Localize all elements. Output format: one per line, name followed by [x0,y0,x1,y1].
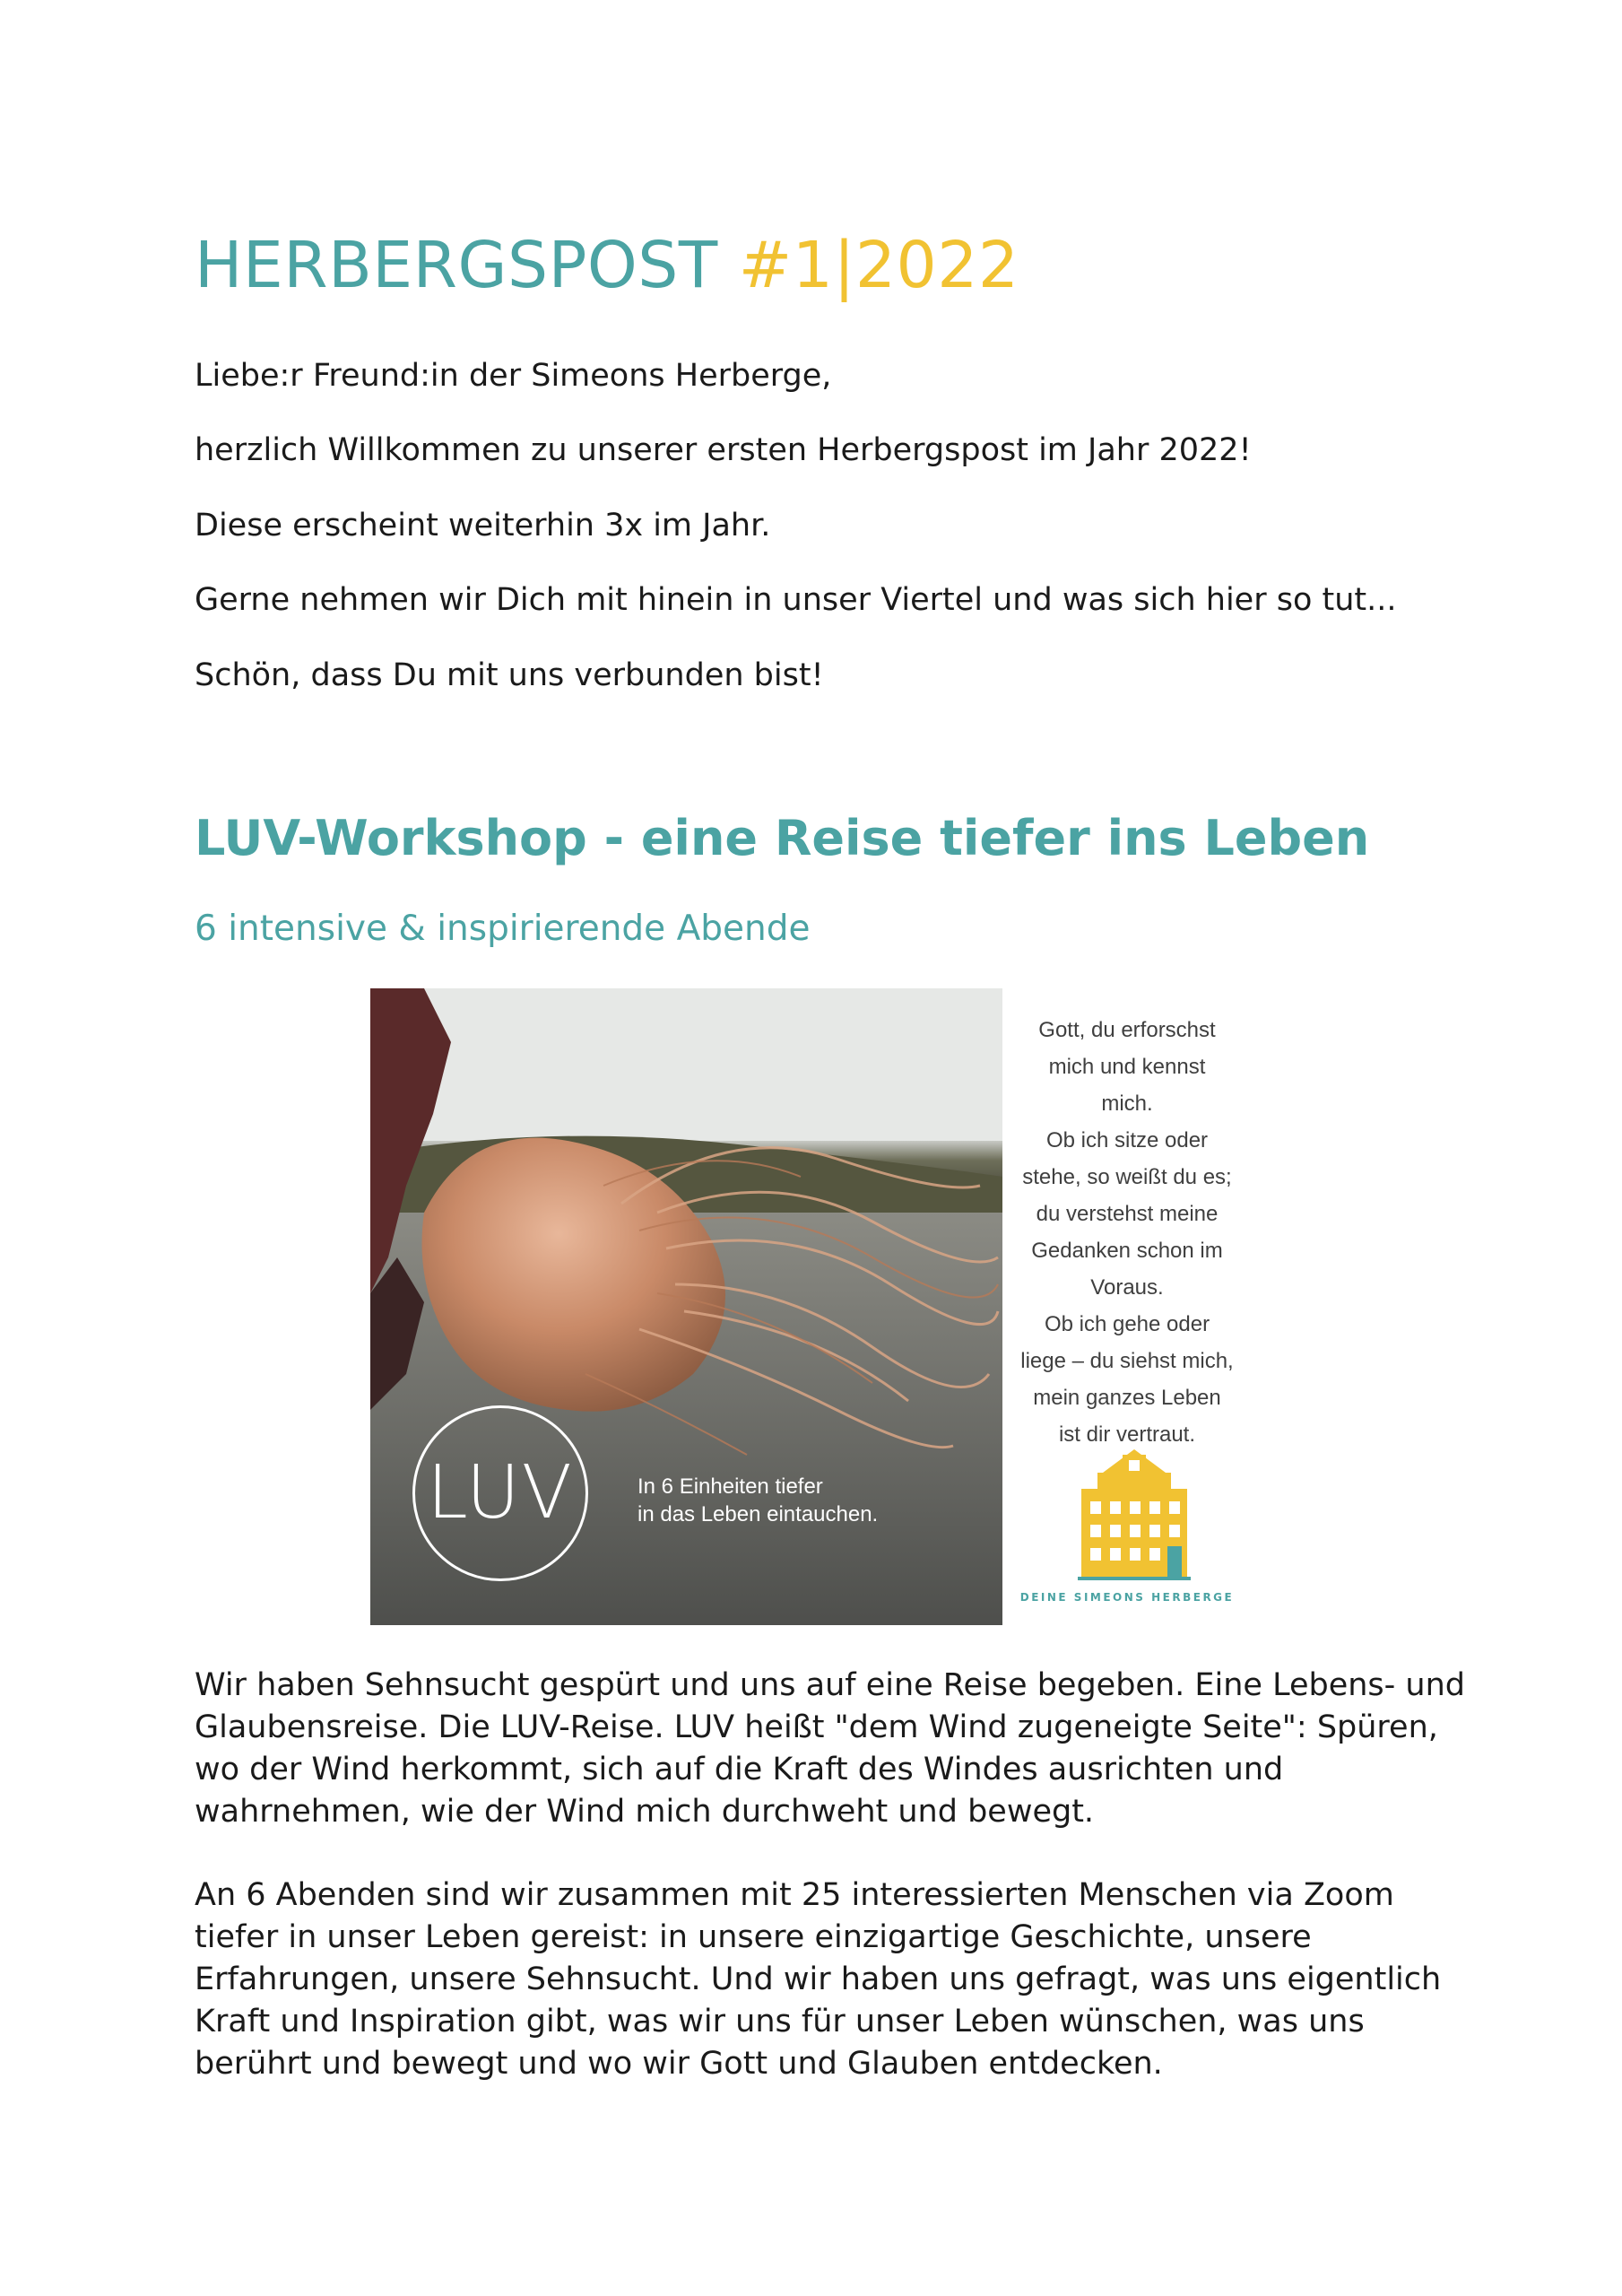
photo-caption [638,1473,924,1528]
psalm-line: ist dir vertraut. [1058,1422,1196,1447]
intro-line: Schön, dass Du mit uns verbunden bist! [195,657,824,693]
windblown-hair-photo [370,988,1002,1625]
house-drawing [1076,1446,1193,1585]
intro-line: herzlich Willkommen zu unserer ersten Herbergspost im Jahr 2022! [195,432,1252,468]
psalm-line: Ob ich gehe oder [1044,1312,1210,1336]
luv-logo-text: LUV [427,1450,574,1535]
photo-caption-line: in das Leben eintauchen. [638,1502,879,1527]
psalm-line: Gott, du erforschst [1038,1018,1216,1042]
section-heading: LUV-Workshop - eine Reise tiefer ins Leben [195,810,1370,866]
paragraph-line: Erfahrungen, unsere Sehnsucht. Und wir haben uns gefragt, was uns eigentlich [195,1961,1442,1997]
paragraph-evenings [195,1874,1468,2085]
luv-flyer-image [370,988,1249,1625]
title-issue: #1|2022 [738,227,1019,302]
psalm-line: liege – du siehst mich, [1020,1349,1234,1373]
psalm-line: du verstehst meine [1036,1202,1219,1226]
psalm-line: mich und kennst [1048,1055,1206,1079]
paragraph-line: wo der Wind herkommt, sich auf die Kraft des Windes ausrichten und [195,1752,1284,1787]
psalm-line: stehe, so weißt du es; [1022,1165,1232,1189]
greeting: Liebe:r Freund:in der Simeons Herberge, [195,358,832,394]
photo-caption-line: In 6 Einheiten tiefer [638,1474,823,1499]
house-caption: DEINE SIMEONS HERBERGE [1019,1591,1235,1604]
paragraph-line: wahrnehmen, wie der Wind mich durchweht und bewegt. [195,1794,1095,1830]
luv-logo [412,1405,588,1581]
section-subheading: 6 intensive & inspirierende Abende [195,909,811,949]
paragraph-line: Glaubensreise. Die LUV-Reise. LUV heißt "dem Wind zugeneigte Seite": Spüren, [195,1709,1438,1745]
psalm-quote [1009,1012,1245,1453]
psalm-line: Ob ich sitze oder [1045,1128,1209,1152]
paragraph-line: berührt und bewegt und wo wir Gott und Glauben entdecken. [195,2046,1163,2082]
paragraph-line: Wir haben Sehnsucht gespürt und uns auf eine Reise begeben. Eine Lebens- und [195,1667,1465,1703]
psalm-line: Gedanken schon im [1031,1239,1223,1263]
newsletter-title [195,227,1019,302]
psalm-line: Voraus. [1090,1275,1164,1300]
intro-line: Diese erscheint weiterhin 3x im Jahr. [195,508,771,544]
paragraph-luv-journey [195,1665,1468,1833]
psalm-line: mein ganzes Leben [1033,1386,1221,1410]
title-name: HERBERGSPOST [195,227,739,302]
paragraph-line: An 6 Abenden sind wir zusammen mit 25 interessierten Menschen via Zoom [195,1877,1394,1913]
intro-line: Gerne nehmen wir Dich mit hinein in unser Viertel und was sich hier so tut... [195,582,1397,618]
herberge-house-icon [1076,1446,1193,1588]
paragraph-line: Kraft und Inspiration gibt, was wir uns für unser Leben wünschen, was uns [195,2004,1365,2039]
paragraph-line: tiefer in unser Leben gereist: in unsere einzigartige Geschichte, unsere [195,1919,1312,1955]
psalm-line: mich. [1101,1091,1153,1116]
